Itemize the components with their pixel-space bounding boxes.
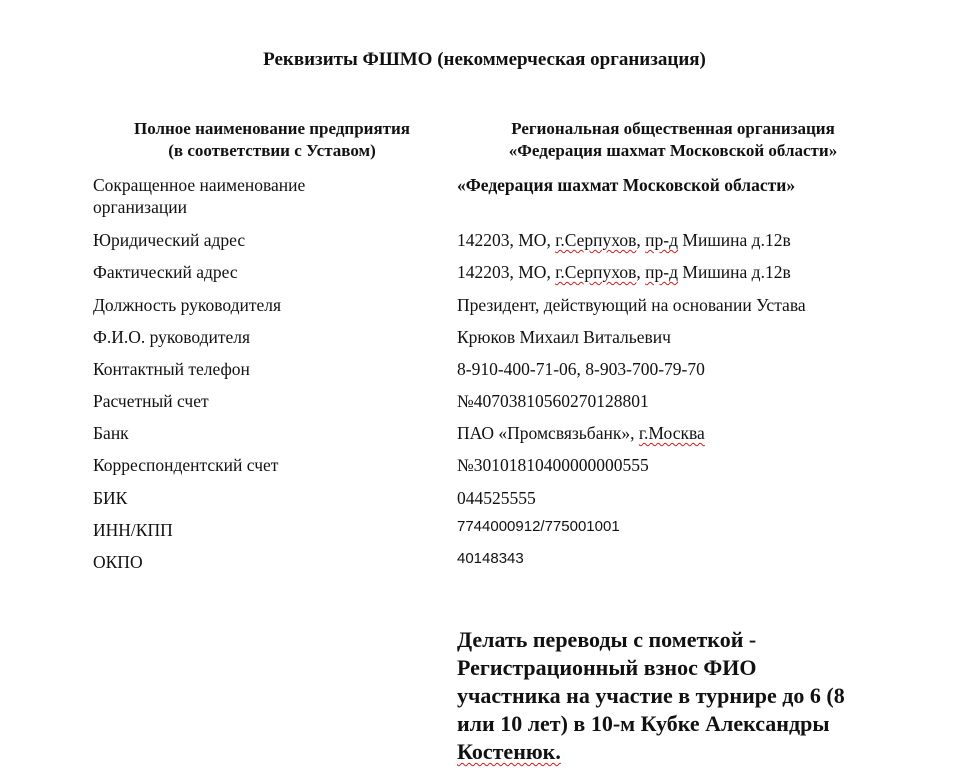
actual-address-city: г.Серпухов xyxy=(555,262,637,282)
corr-account-label: Корреспондентский счет xyxy=(93,455,279,475)
document-title: Реквизиты ФШМО (некоммерческая организация) xyxy=(263,49,706,70)
payment-note-line5: Костенюк. xyxy=(457,739,561,764)
okpo-label: ОКПО xyxy=(93,552,143,572)
corr-account-value: №30101810400000000555 xyxy=(457,455,649,475)
payment-note-line4: или 10 лет) в 10-м Кубке Александры xyxy=(457,711,830,736)
short-name-label-line1: Сокращенное наименование xyxy=(93,175,306,195)
bank-value xyxy=(457,422,927,444)
payment-note-line1: Делать переводы с пометкой - xyxy=(457,627,757,652)
position-value: Президент, действующий на основании Устава xyxy=(457,295,806,315)
legal-address-value xyxy=(457,229,927,251)
header-right-line1: Региональная общественная организация xyxy=(511,119,835,138)
okpo-value: 40148343 xyxy=(457,550,524,567)
actual-address-abbr: пр-д xyxy=(645,262,679,282)
payment-note-line2: Регистрационный взнос ФИО xyxy=(457,655,757,680)
phone-label: Контактный телефон xyxy=(93,359,250,379)
actual-address-prefix: 142203, МО, xyxy=(457,262,556,282)
bik-label: БИК xyxy=(93,488,128,508)
bank-value-city: г.Москва xyxy=(638,423,705,443)
header-full-name-value xyxy=(458,118,888,162)
actual-address-sep: , xyxy=(636,262,646,282)
legal-address-label: Юридический адрес xyxy=(93,230,246,250)
header-left-line2: (в соответствии с Уставом) xyxy=(168,141,376,160)
inn-kpp-value: 7744000912/775001001 xyxy=(457,518,620,535)
header-left-line1: Полное наименование предприятия xyxy=(133,119,411,138)
inn-kpp-label: ИНН/КПП xyxy=(93,520,173,540)
bik-value: 044525555 xyxy=(457,488,536,508)
director-value: Крюков Михаил Витальевич xyxy=(457,327,671,347)
director-label: Ф.И.О. руководителя xyxy=(93,327,251,347)
short-name-label xyxy=(93,174,433,218)
legal-address-city: г.Серпухов xyxy=(555,230,637,250)
header-right-line2: «Федерация шахмат Московской области» xyxy=(508,141,838,160)
payment-note-line3: участника на участие в турнире до 6 (8 xyxy=(457,683,845,708)
bank-label: Банк xyxy=(93,423,129,443)
bank-value-prefix: ПАО «Промсвязьбанк», xyxy=(457,423,639,443)
header-full-name-label xyxy=(96,118,448,162)
payment-note xyxy=(457,626,897,766)
legal-address-prefix: 142203, МО, xyxy=(457,230,556,250)
position-label: Должность руководителя xyxy=(93,295,282,315)
phone-value: 8-910-400-71-06, 8-903-700-79-70 xyxy=(457,359,705,379)
actual-address-label: Фактический адрес xyxy=(93,262,238,282)
legal-address-suffix: Мишина д.12в xyxy=(678,230,791,250)
legal-address-abbr: пр-д xyxy=(645,230,679,250)
account-value: №40703810560270128801 xyxy=(457,391,649,411)
short-name-value: «Федерация шахмат Московской области» xyxy=(457,175,796,195)
actual-address-suffix: Мишина д.12в xyxy=(678,262,791,282)
short-name-label-line2: организации xyxy=(93,197,187,217)
legal-address-sep: , xyxy=(636,230,646,250)
account-label: Расчетный счет xyxy=(93,391,209,411)
actual-address-value xyxy=(457,261,927,283)
